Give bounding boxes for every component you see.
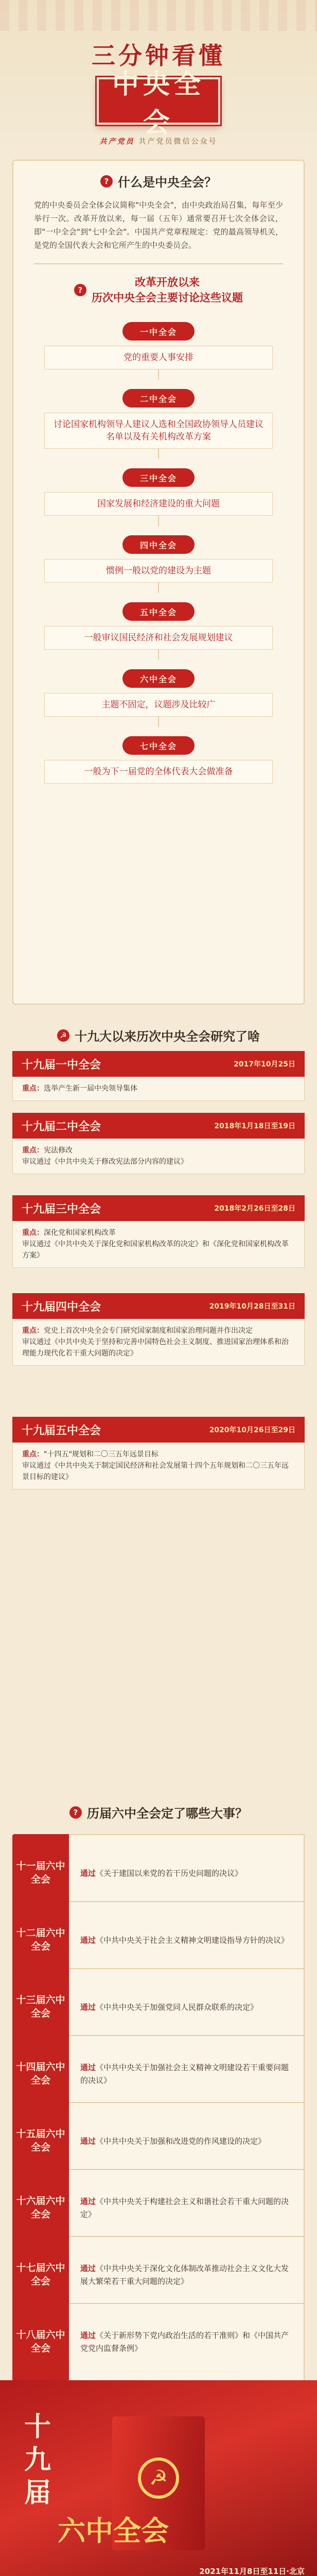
plenum-card-header — [12, 1417, 305, 1443]
plenum-detail: 审议通过《中共中央关于坚持和完善中国特色社会主义制度、推进国家治理体系和治理能力现代化若干重大问题的决定》 — [22, 1338, 289, 1358]
plenum-name: 十九届五中全会 — [22, 1423, 101, 1437]
session-label: 十二届六中全会 — [12, 1901, 69, 1979]
document-title: 《中共中央关于加强社会主义精神文明建设若干重要问题的决议》 — [80, 2063, 289, 2085]
question-icon: ? — [100, 175, 113, 188]
nineteenth-title: 十九大以来历次中央全会研究了啥 — [75, 1030, 260, 1044]
focus-label: 重点： — [22, 1229, 44, 1237]
document-title: 《关于新形势下党内政治生活的若干准则》和《中国共产党党内监督条例》 — [80, 2331, 289, 2353]
plenum-name: 十九届四中全会 — [22, 1300, 101, 1313]
plenum-topic: 讨论国家机构领导人建议人选和全国政协领导人员建议名单以及有关机构改革方案 — [44, 413, 273, 449]
hero-header — [0, 0, 317, 155]
hero-kicker: 三分钟看懂 — [92, 43, 225, 69]
focus-label: 重点： — [22, 1084, 44, 1093]
plenum-tag: 二中全会 — [122, 389, 195, 408]
plenum-date: 2017年10月25日 — [234, 1060, 295, 1069]
document-title: 《中共中央关于加强党同人民群众联系的决定》 — [96, 2002, 258, 2012]
plenum-summary — [12, 1139, 305, 1174]
plenum-detail: 审议通过《中共中央关于修改宪法部分内容的建议》 — [22, 1158, 188, 1166]
hero-title: 中央全会 — [112, 70, 205, 138]
session-label: 十六届六中全会 — [12, 2169, 69, 2247]
plenum-poster — [0, 2380, 317, 2576]
brand-logo: 共产党员 — [99, 138, 135, 146]
session-label: 十一届六中全会 — [12, 1834, 69, 1912]
plenum-date: 2019年10月28日至31日 — [209, 1302, 295, 1311]
connector — [158, 717, 159, 727]
plenum-name: 十九届一中全会 — [22, 1058, 101, 1071]
intro-heading — [13, 161, 304, 190]
plenum-item — [44, 389, 273, 449]
reform-title-line1: 改革开放以来 — [135, 276, 200, 289]
nineteenth-heading — [12, 1015, 305, 1044]
plenum-item — [44, 669, 273, 717]
passed-label: 通过 — [80, 1868, 96, 1878]
connector — [158, 583, 159, 593]
focus-text: "十四五"规划和二〇三五年远景目标 — [44, 1450, 158, 1459]
focus-text: 党史上首次中央全会专门研究国家制度和国家治理问题并作出决定 — [44, 1327, 253, 1335]
plenum-card — [12, 1293, 305, 1366]
plenum-name: 十九届三中全会 — [22, 1202, 101, 1215]
plenum-topic: 一般审议国民经济和社会发展规划建议 — [44, 626, 273, 650]
plenum-tag: 七中全会 — [122, 736, 195, 755]
plenum-item — [44, 535, 273, 583]
plenum-summary — [12, 1221, 305, 1268]
session-label: 十八届六中全会 — [12, 2303, 69, 2381]
plenum-topic: 惯例一般以党的建设为主题 — [44, 559, 273, 583]
focus-label: 重点： — [22, 1146, 44, 1155]
plenum-item — [44, 322, 273, 369]
plenum-tag: 三中全会 — [122, 468, 195, 487]
plenum-date: 2018年2月26日至28日 — [214, 1205, 295, 1213]
plenum-card — [12, 1195, 305, 1268]
connector — [158, 369, 159, 380]
plenum-tag: 五中全会 — [122, 602, 195, 621]
plenum-summary — [12, 1077, 305, 1101]
plenum-card-header — [12, 1293, 305, 1319]
focus-label: 重点： — [22, 1450, 44, 1459]
plenum-card — [12, 1113, 305, 1174]
connector — [158, 516, 159, 526]
plenum-card-header — [12, 1113, 305, 1139]
poster-date: 2021年11月8日至11日·北京 — [199, 2567, 305, 2576]
passed-label: 通过 — [80, 2063, 96, 2072]
session-label: 十七届六中全会 — [12, 2236, 69, 2314]
hero-decoration — [0, 0, 317, 31]
plenum-card — [12, 1051, 305, 1101]
question-icon: ? — [74, 284, 86, 296]
session-label: 十四届六中全会 — [12, 2035, 69, 2113]
intro-body: 党的中央委员会全体会议简称"中央全会"，由中央政治局召集，每年至少举行一次。改革开放以来，每一届（五年）通常要召开七次全体会议，即"一中全会"到"七中全会"。中国共产党章程规定：党的最高领导机关，是党的全国代表大会和它所产生的中央委员会。 — [34, 200, 283, 250]
session-label: 十三届六中全会 — [12, 1968, 69, 2046]
passed-label: 通过 — [80, 2264, 96, 2273]
intro-title: 什么是中央全会？ — [118, 176, 217, 190]
plenum-date: 2018年1月18日至19日 — [214, 1122, 295, 1130]
party-emblem-icon: ☭ — [138, 2458, 179, 2499]
plenum-topic: 党的重要人事安排 — [44, 346, 273, 369]
plenum-item — [44, 602, 273, 650]
plenum-summary — [12, 1443, 305, 1489]
plenum-topic: 国家发展和经济建设的重大问题 — [44, 492, 273, 516]
poster-title: 十九届 — [24, 2413, 51, 2508]
plenum-summary — [12, 1319, 305, 1366]
plenum-detail: 审议通过《中共中央关于制定国民经济和社会发展第十四个五年规划和二〇三五年远景目标的建议》 — [22, 1462, 289, 1481]
session-document — [69, 2303, 305, 2381]
focus-label: 重点： — [22, 1327, 44, 1335]
document-title: 《关于建国以来党的若干历史问题的决议》 — [96, 1868, 243, 1878]
poster-subtitle: 六中全会 — [58, 2516, 169, 2547]
plenum-card — [12, 1417, 305, 1489]
sixth-heading — [12, 1792, 305, 1821]
passed-label: 通过 — [80, 2331, 96, 2340]
plenum-topic: 一般为下一届党的全体代表大会做准备 — [44, 760, 273, 784]
connector — [158, 449, 159, 459]
document-title: 《中共中央关于深化文化体制改革推动社会主义文化大发展大繁荣若干重大问题的决定》 — [80, 2264, 289, 2286]
plenum-tag: 一中全会 — [122, 322, 195, 341]
reform-title — [92, 275, 243, 306]
sixth-plenum-row — [12, 2303, 305, 2381]
passed-label: 通过 — [80, 2002, 96, 2012]
document-title: 《中共中央关于构建社会主义和谐社会若干重大问题的决定》 — [80, 2197, 289, 2219]
reform-title-line2: 历次中央全会主要讨论这些议题 — [92, 292, 243, 304]
party-emblem-icon: ☭ — [57, 1029, 69, 1042]
plenum-list — [13, 306, 304, 784]
question-icon: ? — [69, 1806, 82, 1819]
intro-card — [12, 160, 305, 1005]
hero-banner — [97, 70, 220, 138]
focus-text: 深化党和国家机构改革 — [44, 1229, 116, 1237]
brand-text: 共产党员微信公众号 — [138, 138, 218, 146]
plenum-date: 2020年10月26日至29日 — [209, 1426, 295, 1434]
document-title: 《中共中央关于社会主义精神文明建设指导方针的决议》 — [96, 1935, 289, 1945]
plenum-item — [44, 468, 273, 516]
plenum-item — [44, 736, 273, 784]
plenum-card-header — [12, 1051, 305, 1077]
plenum-tag: 四中全会 — [122, 535, 195, 554]
sixth-title: 历届六中全会定了哪些大事？ — [87, 1807, 248, 1821]
connector — [158, 650, 159, 660]
plenum-detail: 审议通过《中共中央关于深化党和国家机构改革的决定》和《深化党和国家机构改革方案》 — [22, 1240, 289, 1260]
passed-label: 通过 — [80, 2197, 96, 2206]
plenum-tag: 六中全会 — [122, 669, 195, 688]
session-label: 十五届六中全会 — [12, 2102, 69, 2180]
reform-heading — [13, 264, 304, 306]
passed-label: 通过 — [80, 1935, 96, 1945]
hero-brand — [0, 136, 317, 146]
focus-text: 宪法修改 — [44, 1146, 73, 1155]
plenum-topic: 主题不固定，议题涉及比较广 — [44, 693, 273, 717]
plenum-name: 十九届二中全会 — [22, 1120, 101, 1133]
passed-label: 通过 — [80, 2136, 96, 2146]
document-title: 《中共中央关于加强和改进党的作风建设的决定》 — [96, 2136, 266, 2146]
plenum-card-header — [12, 1195, 305, 1221]
focus-text: 选举产生新一届中央领导集体 — [44, 1084, 137, 1093]
